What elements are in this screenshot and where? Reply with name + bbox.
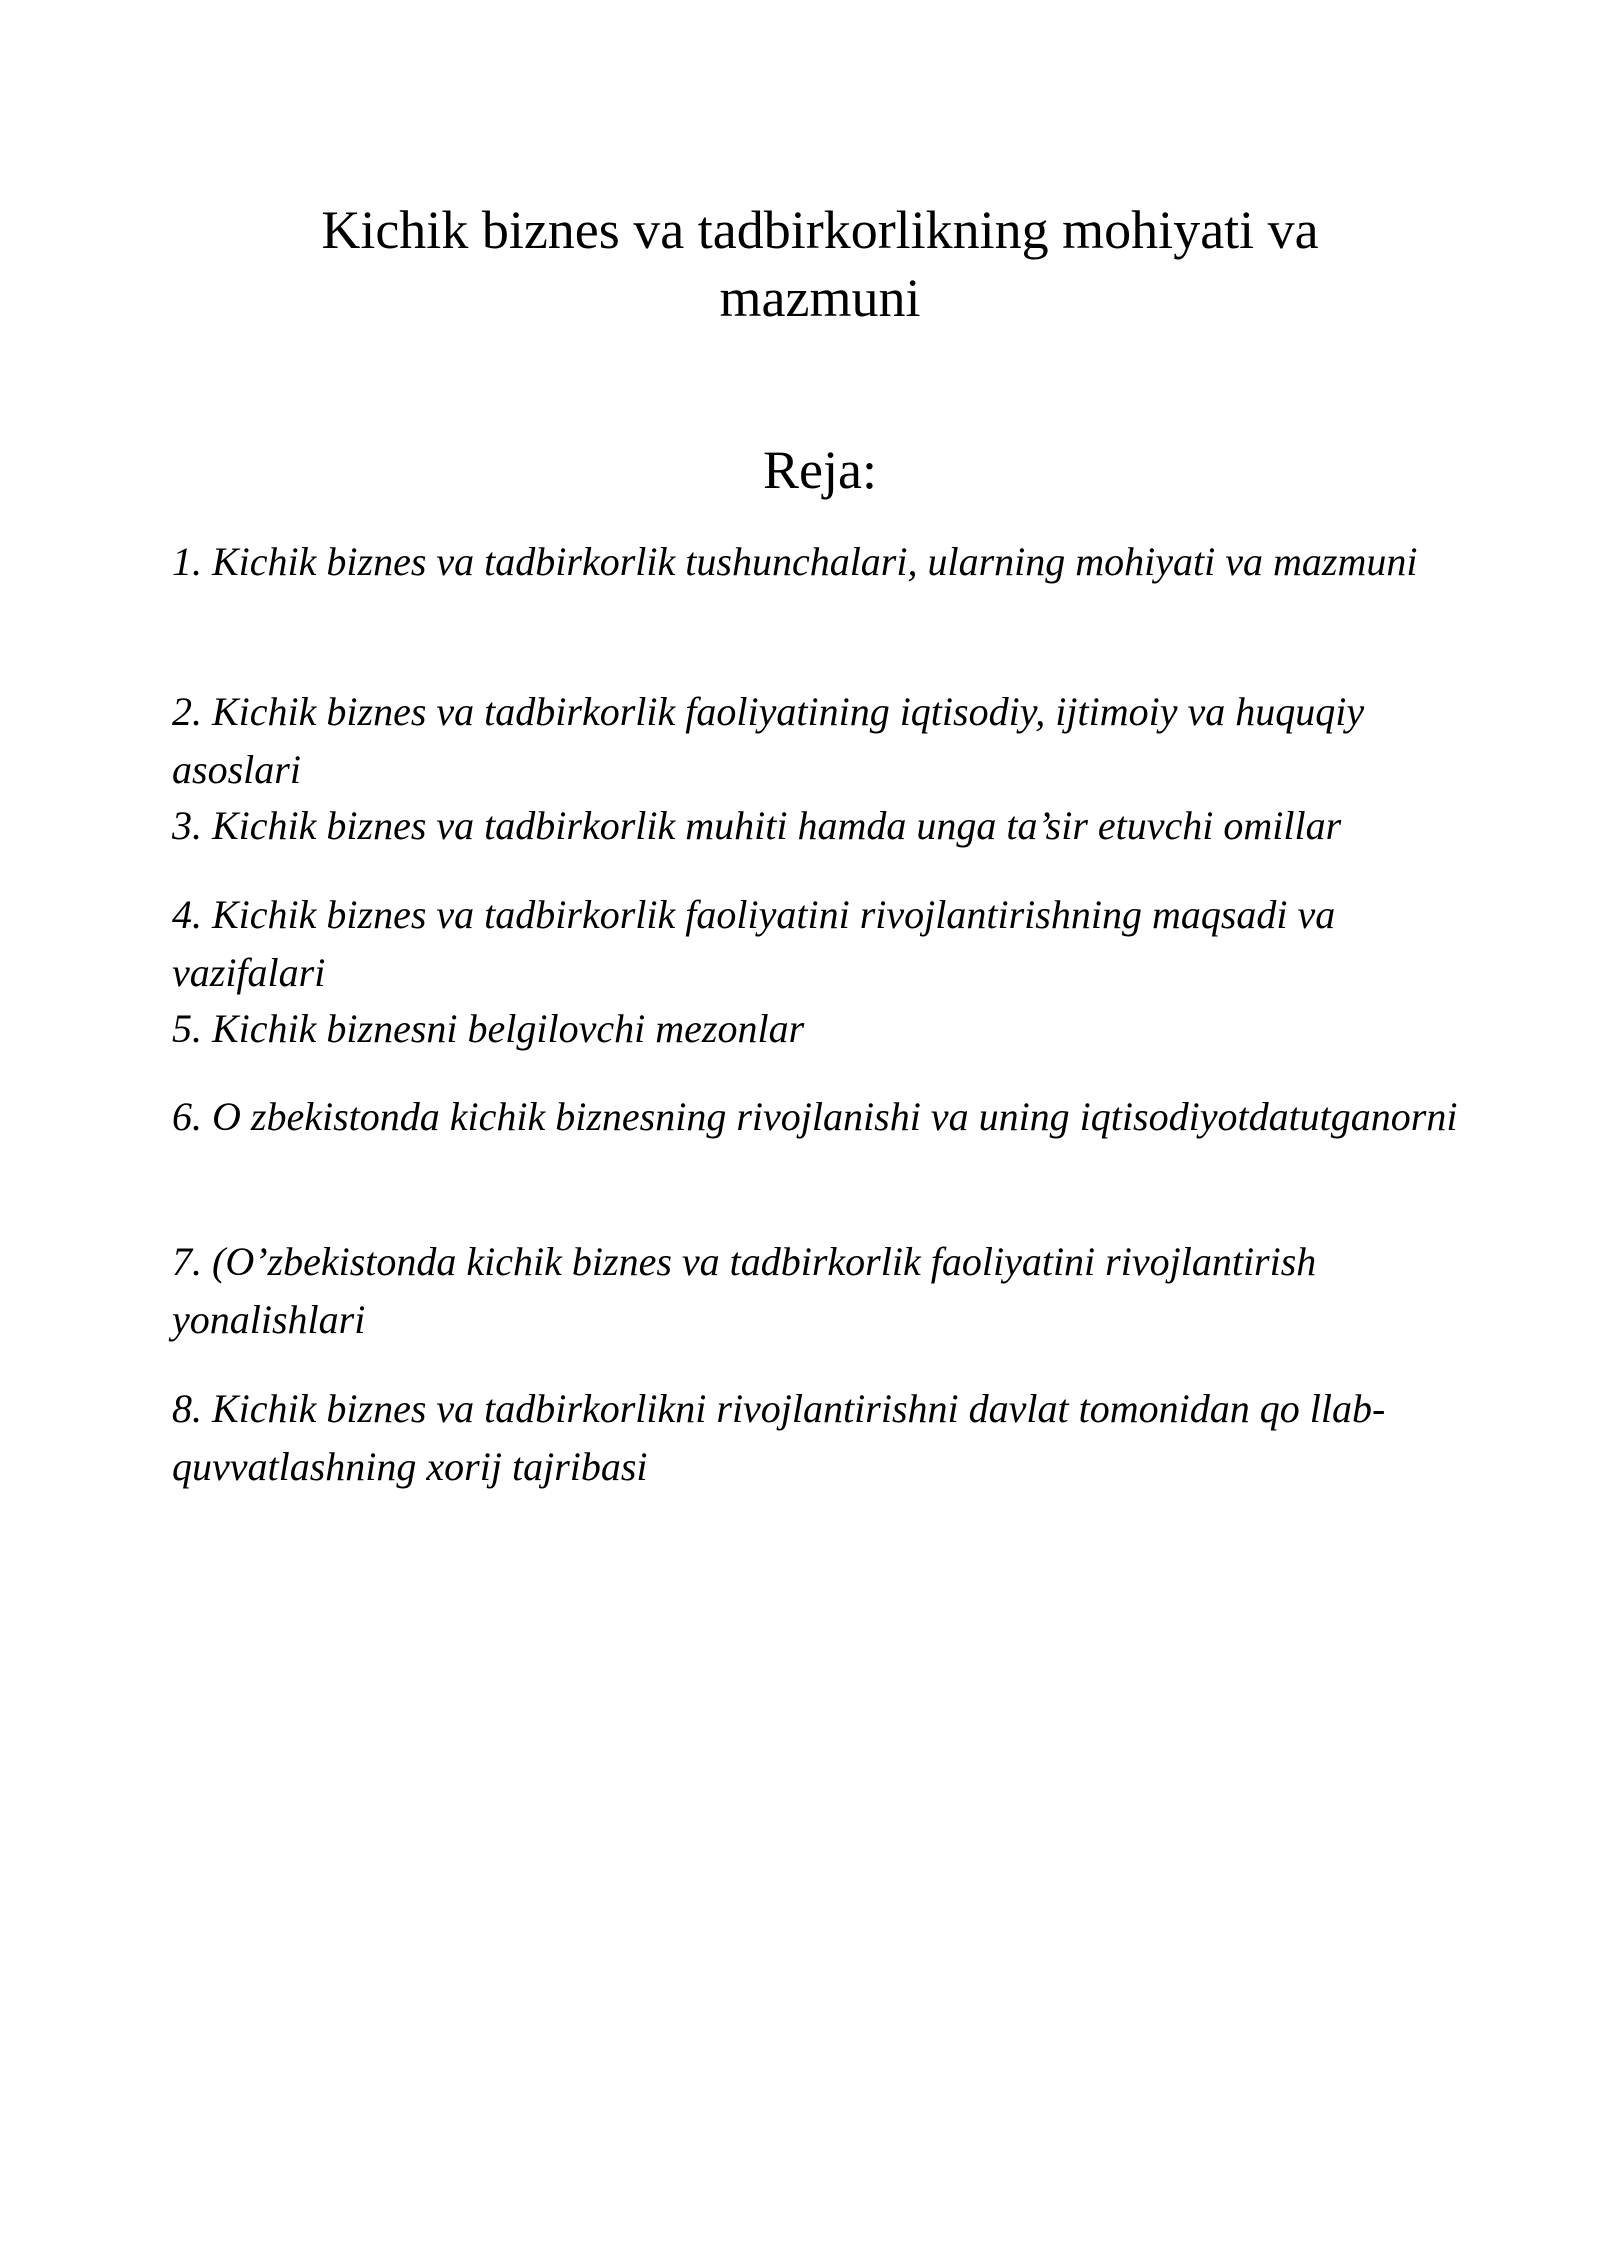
plan-item-3: 3. Kichik biznes va tadbirkorlik muhiti hamda unga ta’sir etuvchi omillar xyxy=(172,803,1342,848)
plan-item-8: 8. Kichik biznes va tadbirkorlikni rivojlantirishni davlat tomonidan qo llab-quvvatlashning xorij tajribasi xyxy=(172,1386,1386,1489)
plan-item-7: 7. (O’zbekistonda kichik biznes va tadbirkorlik faoliyatini rivojlantirish yonalishlari xyxy=(172,1239,1317,1342)
plan-item-1: 1. Kichik biznes va tadbirkorlik tushunchalari, ularning mohiyati va mazmuni xyxy=(172,539,1418,584)
plan-item-5: 5. Kichik biznesni belgilovchi mezonlar xyxy=(172,1006,805,1051)
plan-heading: Reja: xyxy=(763,440,877,500)
plan-item-2: 2. Kichik biznes va tadbirkorlik faoliyatining iqtisodiy, ijtimoiy va huquqiy asoslari xyxy=(172,689,1365,792)
plan-item-6: 6. O zbekistonda kichik biznesning rivojlanishi va uning iqtisodiyotdatutganorni xyxy=(172,1094,1458,1139)
plan-item-4: 4. Kichik biznes va tadbirkorlik faoliyatini rivojlantirishning maqsadi va vazifalari xyxy=(172,892,1336,995)
document-title: Kichik biznes va tadbirkorlikning mohiyati va mazmuni xyxy=(321,200,1319,328)
